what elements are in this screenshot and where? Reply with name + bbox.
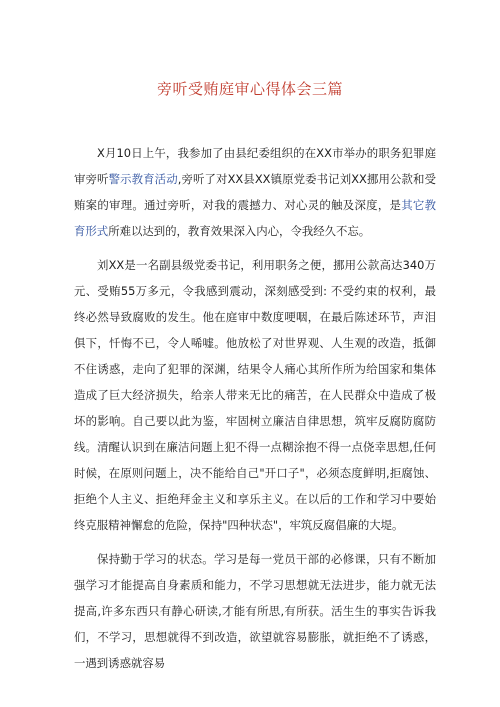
paragraph-3 — [74, 546, 436, 676]
inline-link[interactable]: 警示教育活动 — [108, 172, 178, 186]
text-run: 保持勤于学习的状态。学习是每一党员干部的必修课，只有不断加强学习才能提高自身素质和能力，不学习思想就无法进步，能力就无法提高,许多东西只有静心研读,才能有所思,有所获。活生生的事实告诉我们，不学习，思想就得不到改造，欲望就容易膨胀，就拒绝不了诱惑，一遇到诱惑就容易 — [74, 552, 436, 670]
paragraph-2 — [74, 252, 436, 538]
text-run: X月10日上午，我参加了由县纪委组织的在XX市举办的职务犯罪庭审旁听 — [74, 146, 436, 186]
document-body — [74, 140, 436, 676]
inline-link[interactable]: 其它教育形式 — [74, 198, 436, 238]
paragraph-1 — [74, 140, 436, 244]
text-run: 刘XX是一名副县级党委书记，利用职务之便，挪用公款高达340万元、受贿55万多元，令我感到震动，深刻感受到: 不受约束的权利，最终必然导致腐败的发生。他在庭审中数度哽咽，在最后陈述环节，声泪俱下，忏悔不已，令人唏嘘。他放松了对世界观、人生观的改造，抵御不住诱惑，走向了犯罪的深渊，结果令人痛心其所作所为给国家和集体造成了巨大经济损失，给亲人带来无比的痛苦，在人民群众中造成了极坏的影响。自己要以此为鉴，牢固树立廉洁自律思想，筑牢反腐防腐防线。清醒认识到在廉洁问题上犯不得一点糊涂抱不得一点侥幸思想,任何时候，在原则问题上，决不能给自己"开口子"，必须态度鲜明,拒腐蚀、拒绝个人主义、拒绝拜金主义和享乐主义。在以后的工作和学习中要始终克服精神懈怠的危险，保持"四种状态"，牢筑反腐倡廉的大堤。 — [74, 258, 436, 532]
text-run: ,旁听了对XX县XX镇原党委书记刘XX挪用公款和受贿案的审理。通过旁听，对我的震撼力、对心灵的触及深度，是 — [74, 172, 436, 212]
document-title: 旁听受贿庭审心得体会三篇 — [156, 80, 343, 98]
text-run: 所难以达到的，教育效果深入内心，令我经久不忘。 — [108, 224, 371, 238]
